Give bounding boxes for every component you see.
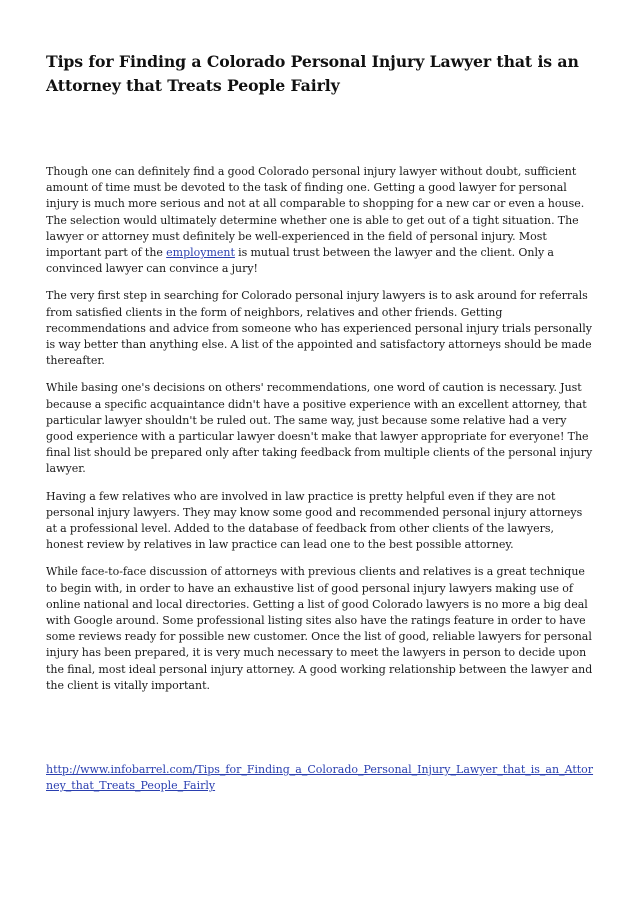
paragraph-relatives: Having a few relatives who are involved in law practice is pretty helpful even if they are not personal injury lawyers. They may know some good and recommended personal injury attorneys at a professional level. Added to the database of feedback from other clients of the lawyers, honest review by relatives in law practice can lead one to the best possible attorney. [46,489,583,552]
paragraph-intro [46,164,594,277]
document-content [46,50,594,795]
article-body [46,164,594,694]
paragraph-directories: While face-to-face discussion of attorneys with previous clients and relatives is a great technique to begin with, in order to have an exhaustive list of good personal injury lawyers making use of online national and local directories. Getting a list of good Colorado lawyers is no more a big deal with Google around. Some professional listing sites also have the ratings feature in order to have some reviews ready for possible new customer. Once the list of good, reliable lawyers for personal injury has been prepared, it is very much necessary to meet the lawyers in person to decide upon the final, most ideal personal injury attorney. A good working relationship between the lawyer and the client is vitally important. [46,565,593,692]
paragraph-intro-text-before: Though one can definitely find a good Colorado personal injury lawyer without doubt, sufficient amount of time must be devoted to the task of finding one. Getting a good lawyer for personal injury is much more serious and not at all comparable to shopping for a new car or even a house. The selection would ultimately determine whether one is able to get out of a tight situation. The lawyer or attorney must definitely be well-experienced in the field of personal injury. Most important part of the [46,165,585,260]
document-title: Tips for Finding a Colorado Personal Injury Lawyer that is an Attorney that Treats People Fairly [46,52,579,95]
source-url-link[interactable]: http://www.infobarrel.com/Tips_for_Finding_a_Colorado_Personal_Injury_Lawyer_that_is_an_Attorney_that_Treats_People_Fairly [46,763,594,793]
employment-link[interactable]: employment [166,246,235,260]
paragraph-caution: While basing one's decisions on others' recommendations, one word of caution is necessary. Just because a specific acquaintance didn't have a positive experience with an excellent attorney, that particular lawyer shouldn't be ruled out. The same way, just because some relative had a very good experience with a particular lawyer doesn't make that lawyer appropriate for everyone! The final list should be prepared only after taking feedback from multiple clients of the personal injury lawyer. [46,381,593,476]
paragraph-referrals: The very first step in searching for Colorado personal injury lawyers is to ask around for referrals from satisfied clients in the form of neighbors, relatives and other friends. Getting recommendations and advice from someone who has experienced personal injury trials personally is way better than anything else. A list of the appointed and satisfactory attorneys should be made thereafter. [46,289,593,368]
source-section [46,762,594,794]
paragraph-intro-text-after: is mutual trust between the lawyer and the client. Only a convinced lawyer can convince a jury! [46,246,554,276]
